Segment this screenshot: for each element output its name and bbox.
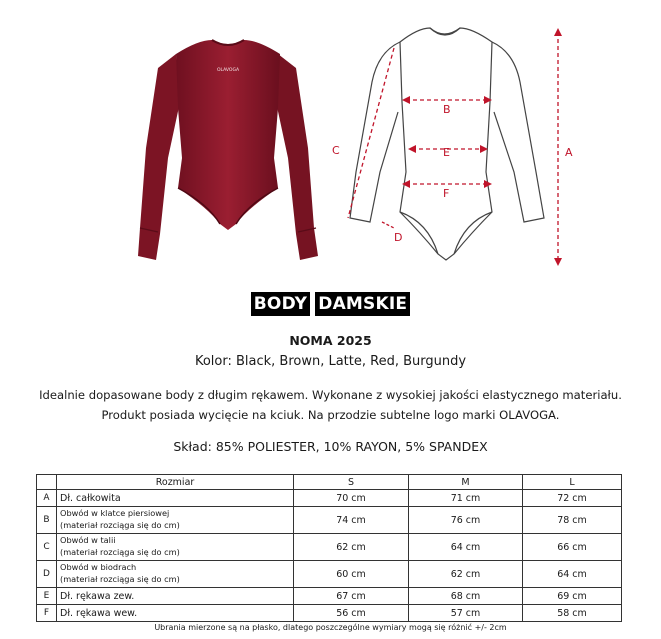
description-line-2: Produkt posiada wycięcie na kciuk. Na przodzie subtelne logo marki OLAVOGA.: [101, 408, 560, 422]
title-word-damskie: DAMSKIE: [315, 292, 410, 316]
param-line-1: Obwód w klatce piersiowej: [60, 508, 170, 518]
row-param: Dł. całkowita: [57, 490, 294, 507]
row-letter: A: [37, 490, 57, 507]
value-l: 64 cm: [523, 561, 622, 588]
value-s: 67 cm: [294, 588, 409, 605]
value-s: 70 cm: [294, 490, 409, 507]
value-m: 68 cm: [409, 588, 523, 605]
title-word-body: BODY: [251, 292, 310, 316]
table-row: [37, 588, 622, 605]
table-header-row: [37, 475, 622, 490]
row-letter: D: [37, 561, 57, 588]
table-row: [37, 605, 622, 622]
param-line-2: (materiał rozciąga się do cm): [60, 547, 180, 557]
page-title: [0, 292, 661, 316]
row-param: Dł. rękawa wew.: [57, 605, 294, 622]
param-line-1: Obwód w biodrach: [60, 562, 137, 572]
label-c: C: [332, 144, 340, 157]
material-line: Skład: 85% POLIESTER, 10% RAYON, 5% SPANDEX: [173, 439, 488, 454]
value-l: 58 cm: [523, 605, 622, 622]
table-row: [37, 561, 622, 588]
label-b: B: [443, 103, 451, 116]
param-line-2: (materiał rozciąga się do cm): [60, 520, 180, 530]
row-param: [57, 534, 294, 561]
header-l: L: [523, 475, 622, 490]
param-line-1: Obwód w talii: [60, 535, 116, 545]
label-d: D: [394, 231, 403, 244]
header-s: S: [294, 475, 409, 490]
value-m: 64 cm: [409, 534, 523, 561]
param-line-2: (materiał rozciąga się do cm): [60, 574, 180, 584]
value-s: 62 cm: [294, 534, 409, 561]
table-row: [37, 534, 622, 561]
value-l: 66 cm: [523, 534, 622, 561]
product-photo: [128, 28, 328, 266]
value-m: 71 cm: [409, 490, 523, 507]
label-a: A: [565, 146, 573, 159]
value-l: 72 cm: [523, 490, 622, 507]
row-letter: B: [37, 507, 57, 534]
value-m: 57 cm: [409, 605, 523, 622]
footnote: Ubrania mierzone są na płasko, dlatego poszczególne wymiary mogą się różnić +/- 2cm: [154, 623, 507, 632]
description: [0, 385, 661, 425]
label-f: F: [443, 187, 450, 200]
value-m: 62 cm: [409, 561, 523, 588]
table-row: [37, 507, 622, 534]
value-s: 74 cm: [294, 507, 409, 534]
header-m: M: [409, 475, 523, 490]
measurement-diagram: [322, 22, 592, 272]
row-letter: E: [37, 588, 57, 605]
header-letter: [37, 475, 57, 490]
value-l: 69 cm: [523, 588, 622, 605]
description-line-1: Idealnie dopasowane body z długim rękawem. Wykonane z wysokiej jakości elastycznego materiału.: [39, 388, 622, 402]
row-letter: C: [37, 534, 57, 561]
row-param: [57, 507, 294, 534]
model-name: NOMA 2025: [289, 333, 372, 348]
value-l: 78 cm: [523, 507, 622, 534]
brand-logo-text: OLAVOGA: [216, 68, 240, 73]
value-s: 56 cm: [294, 605, 409, 622]
row-param: [57, 561, 294, 588]
table-row: [37, 490, 622, 507]
row-param: Dł. rękawa zew.: [57, 588, 294, 605]
colors-line: Kolor: Black, Brown, Latte, Red, Burgundy: [194, 354, 467, 369]
value-m: 76 cm: [409, 507, 523, 534]
header-size: Rozmiar: [57, 475, 294, 490]
row-letter: F: [37, 605, 57, 622]
value-s: 60 cm: [294, 561, 409, 588]
size-table: [36, 474, 622, 622]
label-e: E: [443, 146, 450, 159]
